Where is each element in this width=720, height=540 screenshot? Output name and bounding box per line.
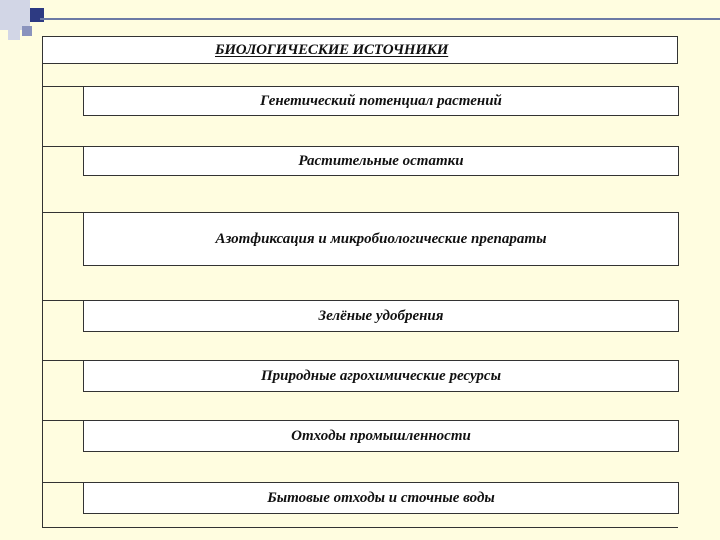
branch-connector — [42, 86, 83, 87]
source-item-industrial-waste — [83, 420, 679, 452]
source-item-household-waste — [83, 482, 679, 514]
source-item-genetic-potential — [83, 86, 679, 116]
branch-connector — [42, 212, 83, 213]
bottom-rule — [42, 527, 678, 528]
source-item-label: Бытовые отходы и сточные воды — [267, 490, 495, 506]
diagram-title: БИОЛОГИЧЕСКИЕ ИСТОЧНИКИ — [42, 36, 678, 64]
source-item-label: Зелёные удобрения — [318, 308, 444, 324]
source-item-plant-residues — [83, 146, 679, 176]
source-item-label: Отходы промышленности — [291, 428, 471, 444]
source-item-label: Природные агрохимические ресурсы — [261, 368, 501, 384]
source-item-nitrogen-fixation — [83, 212, 679, 266]
branch-connector — [42, 300, 83, 301]
source-item-green-manure — [83, 300, 679, 332]
branch-connector — [42, 360, 83, 361]
branch-connector — [42, 482, 83, 483]
source-item-label: Растительные остатки — [298, 153, 464, 169]
branch-connector — [42, 420, 83, 421]
source-item-natural-agrochemical — [83, 360, 679, 392]
source-item-label: Азотфиксация и микробиологические препараты — [215, 231, 547, 247]
header-rule — [40, 18, 720, 20]
source-item-label: Генетический потенциал растений — [260, 93, 502, 109]
vertical-connector — [42, 64, 43, 528]
branch-connector — [42, 146, 83, 147]
